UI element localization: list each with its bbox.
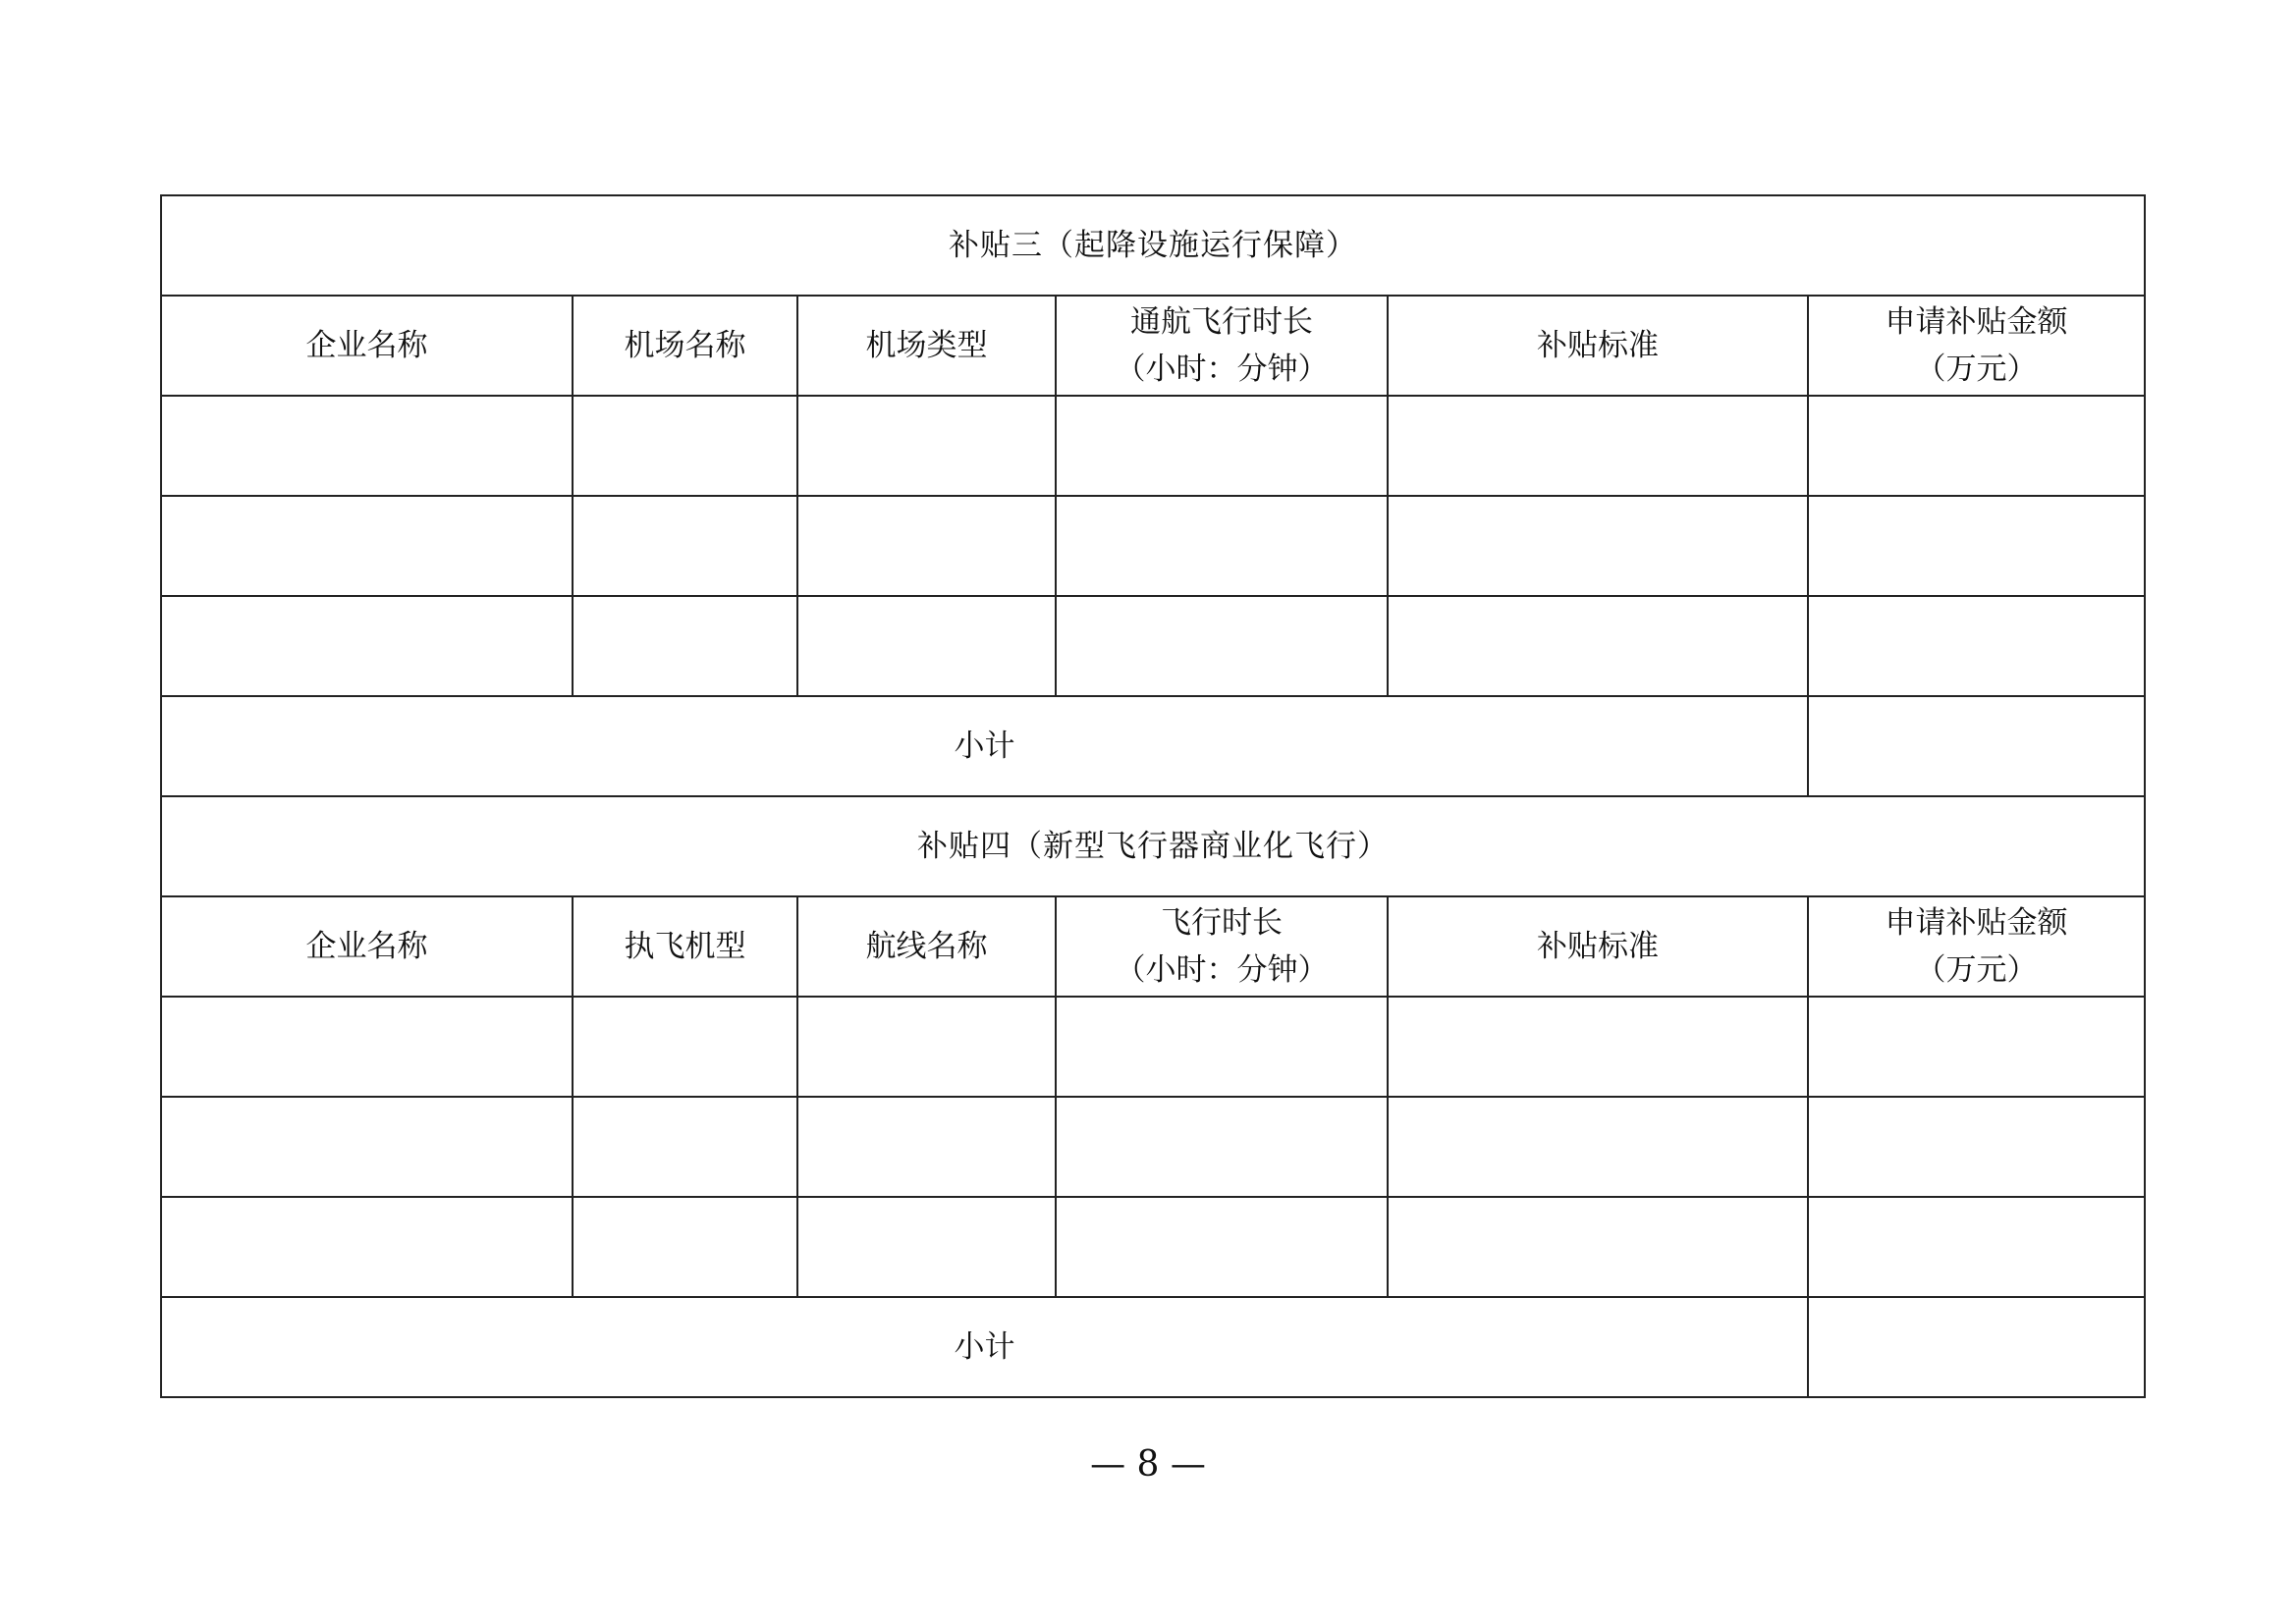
- section3-cell-airport-name[interactable]: [573, 596, 797, 696]
- section3-cell-company[interactable]: [161, 496, 573, 596]
- section3-header-row: [161, 296, 2145, 396]
- section3-header-airport-name: 机场名称: [573, 296, 797, 396]
- section4-header-standard: 补贴标准: [1388, 896, 1808, 997]
- section3-subtotal-label: 小计: [161, 696, 1808, 796]
- section3-cell-standard[interactable]: [1388, 396, 1808, 496]
- section4-cell-standard[interactable]: [1388, 1097, 1808, 1197]
- section3-header-amount-unit: （万元）: [1915, 352, 2038, 387]
- section4-cell-amount[interactable]: [1808, 1197, 2145, 1297]
- section3-cell-flight-duration[interactable]: [1056, 596, 1388, 696]
- section3-header-company: 企业名称: [161, 296, 573, 396]
- section4-header-amount-label: 申请补贴金额: [1885, 905, 2068, 941]
- section3-cell-standard[interactable]: [1388, 496, 1808, 596]
- section3-cell-airport-name[interactable]: [573, 496, 797, 596]
- section3-cell-standard[interactable]: [1388, 596, 1808, 696]
- section3-header-flight-duration-label: 通航飞行时长: [1130, 304, 1313, 340]
- section3-table-row: [161, 496, 2145, 596]
- section4-header-flight-duration: [1056, 896, 1388, 997]
- section3-cell-airport-type[interactable]: [797, 496, 1056, 596]
- section4-header-row: [161, 896, 2145, 997]
- section4-header-amount: [1808, 896, 2145, 997]
- section4-title: 补贴四（新型飞行器商业化飞行）: [161, 796, 2145, 896]
- section3-header-standard: 补贴标准: [1388, 296, 1808, 396]
- section4-cell-aircraft-type[interactable]: [573, 1097, 797, 1197]
- section4-cell-flight-duration[interactable]: [1056, 1097, 1388, 1197]
- section3-header-airport-type: 机场类型: [797, 296, 1056, 396]
- section4-header-company: 企业名称: [161, 896, 573, 997]
- section3-title: 补贴三（起降设施运行保障）: [161, 195, 2145, 296]
- section4-header-flight-duration-unit: （小时：分钟）: [1115, 952, 1329, 988]
- section4-cell-flight-duration[interactable]: [1056, 997, 1388, 1097]
- section3-header-amount: [1808, 296, 2145, 396]
- section3-cell-amount[interactable]: [1808, 396, 2145, 496]
- page-number: — 8 —: [1090, 1444, 1206, 1485]
- section4-subtotal-label: 小计: [161, 1297, 1808, 1397]
- section4-cell-aircraft-type[interactable]: [573, 1197, 797, 1297]
- section3-title-row: [161, 195, 2145, 296]
- section4-cell-company[interactable]: [161, 1197, 573, 1297]
- section4-subtotal-row: [161, 1297, 2145, 1397]
- section3-header-flight-duration: [1056, 296, 1388, 396]
- section4-header-aircraft-type: 执飞机型: [573, 896, 797, 997]
- section4-cell-company[interactable]: [161, 997, 573, 1097]
- section3-cell-amount[interactable]: [1808, 596, 2145, 696]
- section3-cell-airport-name[interactable]: [573, 396, 797, 496]
- section4-title-row: [161, 796, 2145, 896]
- section4-cell-route-name[interactable]: [797, 1097, 1056, 1197]
- section4-header-flight-duration-label: 飞行时长: [1161, 905, 1283, 941]
- section3-cell-company[interactable]: [161, 596, 573, 696]
- section3-cell-flight-duration[interactable]: [1056, 496, 1388, 596]
- section4-table-row: [161, 1097, 2145, 1197]
- subsidy-application-table: [160, 194, 2146, 1398]
- section4-cell-standard[interactable]: [1388, 1197, 1808, 1297]
- section4-header-amount-unit: （万元）: [1915, 952, 2038, 988]
- section4-subtotal-value[interactable]: [1808, 1297, 2145, 1397]
- section3-cell-company[interactable]: [161, 396, 573, 496]
- section4-cell-flight-duration[interactable]: [1056, 1197, 1388, 1297]
- section3-header-flight-duration-unit: （小时：分钟）: [1115, 352, 1329, 387]
- section4-cell-company[interactable]: [161, 1097, 573, 1197]
- section3-cell-airport-type[interactable]: [797, 396, 1056, 496]
- section4-cell-route-name[interactable]: [797, 1197, 1056, 1297]
- section3-table-row: [161, 596, 2145, 696]
- section3-cell-amount[interactable]: [1808, 496, 2145, 596]
- section3-cell-flight-duration[interactable]: [1056, 396, 1388, 496]
- section4-header-route-name: 航线名称: [797, 896, 1056, 997]
- section4-cell-standard[interactable]: [1388, 997, 1808, 1097]
- section4-table-row: [161, 1197, 2145, 1297]
- section3-subtotal-value[interactable]: [1808, 696, 2145, 796]
- section4-cell-amount[interactable]: [1808, 997, 2145, 1097]
- section4-table-row: [161, 997, 2145, 1097]
- section3-table-row: [161, 396, 2145, 496]
- section4-cell-route-name[interactable]: [797, 997, 1056, 1097]
- section4-cell-aircraft-type[interactable]: [573, 997, 797, 1097]
- section4-cell-amount[interactable]: [1808, 1097, 2145, 1197]
- section3-header-amount-label: 申请补贴金额: [1885, 304, 2068, 340]
- section3-cell-airport-type[interactable]: [797, 596, 1056, 696]
- section3-subtotal-row: [161, 696, 2145, 796]
